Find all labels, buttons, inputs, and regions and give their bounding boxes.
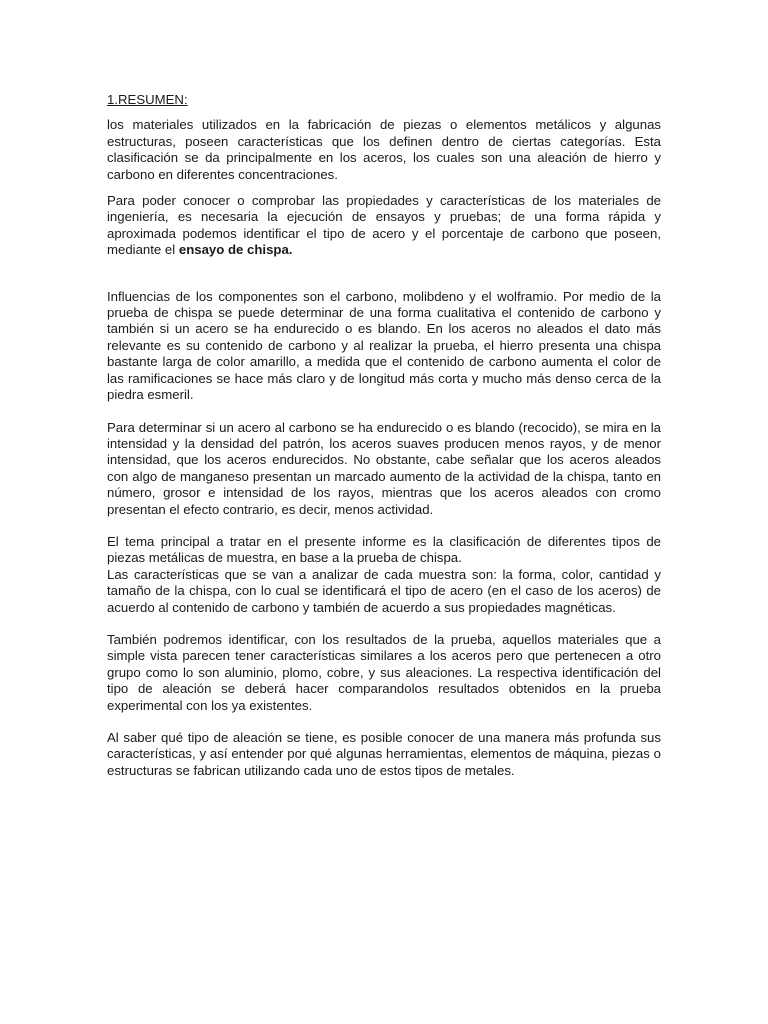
- paragraph-2-bold: ensayo de chispa.: [178, 242, 293, 258]
- paragraph-7: También podremos identificar, con los resultados de la prueba, aquellos materiales que a simple vista parecen tener características similares a los aceros pero que pertenecen a otro grupo como lo son aluminio, plomo, cobre, y sus aleaciones. La respectiva identificación del tipo de aleación se deberá hacer comparandolos resultados obtenidos en la prueba experimental con los ya existentes.: [107, 631, 661, 713]
- paragraph-4: Para determinar si un acero al carbono se ha endurecido o es blando (recocido), se mira en la intensidad y la densidad del patrón, los aceros suaves producen menos rayos, y de menor intensidad, que los aceros endurecidos. No obstante, cabe señalar que los aceros aleados con algo de manganeso presentan un marcado aumento de la actividad de la chispa, tanto en número, grosor e intensidad de los rayos, mientras que los aceros aleados con cromo presentan el efecto contrario, es decir, menos actividad.: [107, 419, 661, 517]
- document-body: [107, 92, 661, 779]
- paragraph-8: Al saber qué tipo de aleación se tiene, es posible conocer de una manera más profunda sus características, y así entender por qué algunas herramientas, elementos de máquina, piezas o estructuras se fabrican utilizando cada uno de estos tipos de metales.: [107, 730, 661, 778]
- paragraph-6: Las características que se van a analizar de cada muestra son: la forma, color, cantidad y tamaño de la chispa, con lo cual se identificará el tipo de acero (en el caso de los aceros) de acuerdo al contenido de carbono y también de acuerdo a sus propiedades magnéticas.: [107, 566, 661, 615]
- paragraph-3: Influencias de los componentes son el carbono, molibdeno y el wolframio. Por medio de la prueba de chispa se puede determinar de una forma cualitativa el contenido de carbono y también si un acero se ha endurecido o es blando. En los aceros no aleados el dato más relevante es su contenido de carbono y al realizar la prueba, el hierro presenta una chispa bastante larga de color amarillo, a medida que el contenido de carbono aumenta el color de las ramificaciones se hace más claro y de longitud más corta y mucho más denso cerca de la piedra esmeril.: [107, 288, 661, 403]
- paragraph-2-text: Para poder conocer o comprobar las propiedades y características de los materiales de ingeniería, es necesaria la ejecución de ensayos y pruebas; de una forma rápida y aproximada podemos identificar el tipo de acero y el porcentaje de carbono que poseen, mediante el: [107, 193, 661, 258]
- section-heading: 1.RESUMEN:: [107, 92, 188, 107]
- paragraph-5: El tema principal a tratar en el presente informe es la clasificación de diferentes tipos de piezas metálicas de muestra, en base a la prueba de chispa.: [107, 533, 661, 566]
- paragraph-1: los materiales utilizados en la fabricación de piezas o elementos metálicos y algunas estructuras, poseen características que los definen dentro de ciertas categorías. Esta clasificación se da principalmente en los aceros, los cuales son una aleación de hierro y carbono en diferentes concentraciones.: [107, 117, 661, 182]
- paragraph-2: [107, 193, 661, 259]
